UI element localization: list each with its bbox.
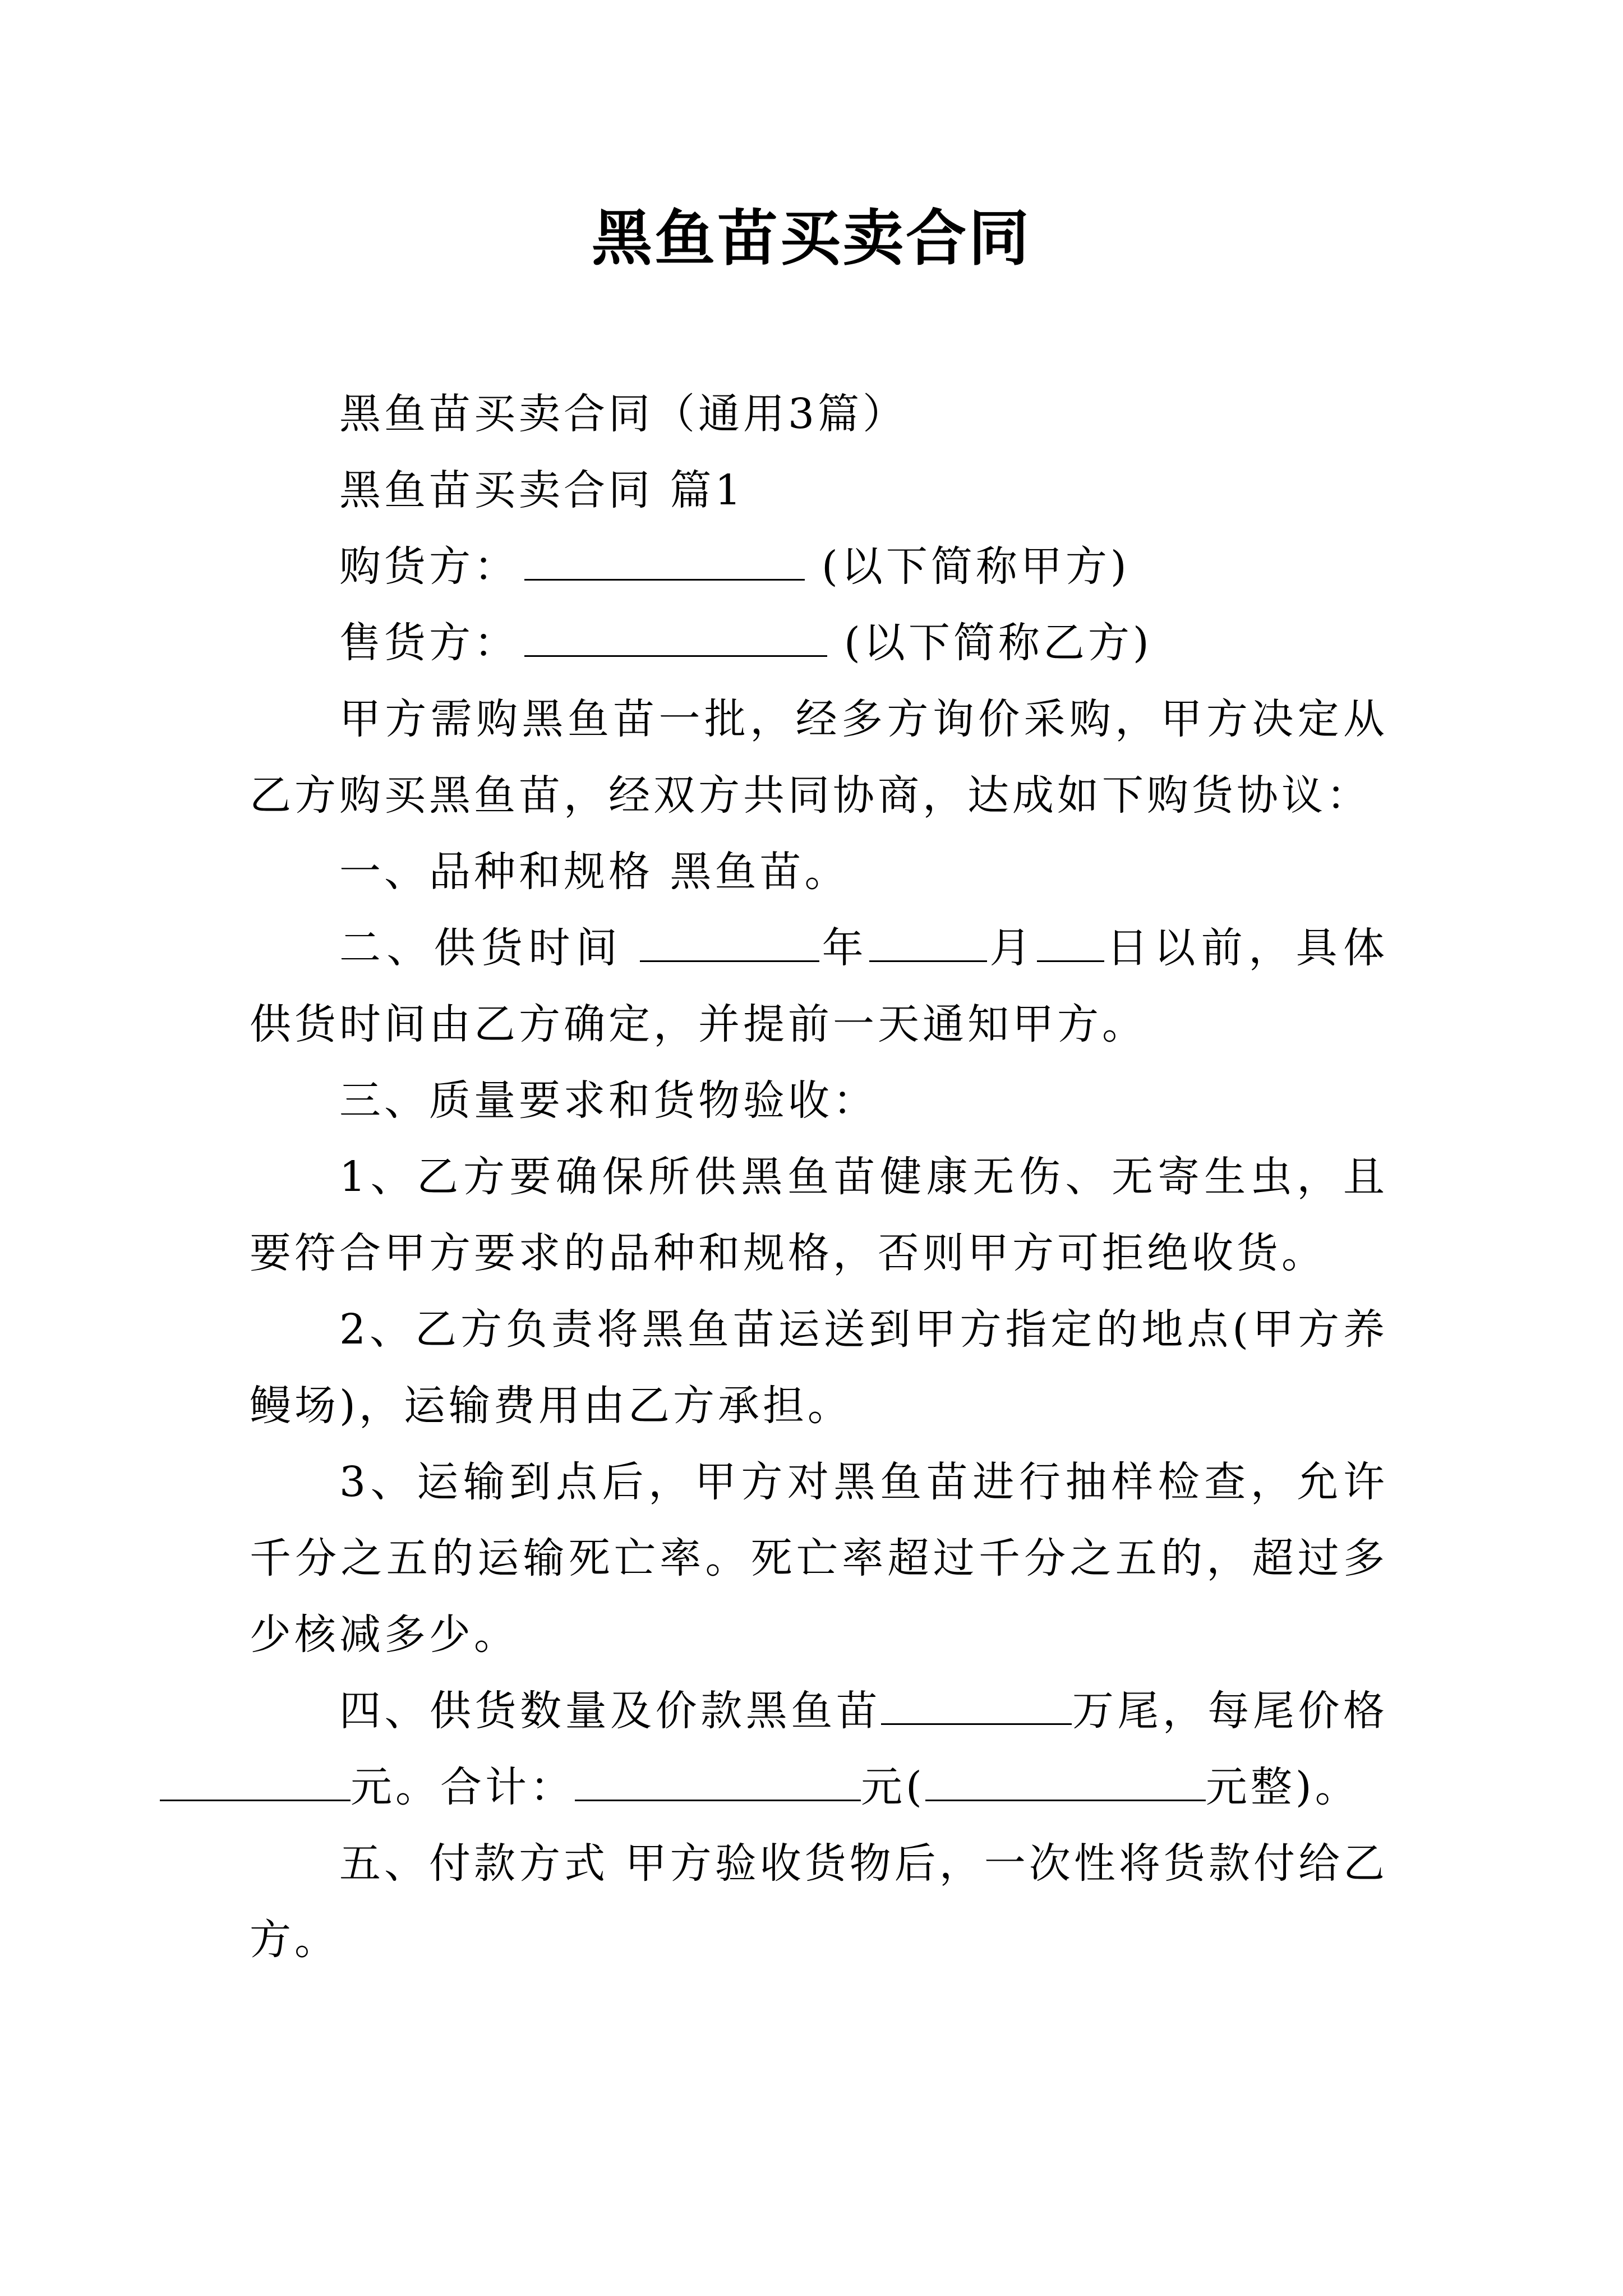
- section-heading: 黑鱼苗买卖合同 篇1: [339, 466, 745, 514]
- clause-3-item-2: 2、乙方负责将黑鱼苗运送到甲方指定的地点(甲方养鳗场)，运输费用由乙方承担。: [250, 1305, 1388, 1430]
- intro-paragraph: 甲方需购黑鱼苗一批，经多方询价采购，甲方决定从乙方购买黑鱼苗，经双方共同协商，达成如下购货协议：: [250, 695, 1388, 820]
- seller-line: [250, 605, 1388, 681]
- seller-label: 售货方：: [339, 619, 519, 667]
- clause-4-tail: 元整)。: [1205, 1763, 1360, 1811]
- clause-2-rest: 日以前，具体供货时间由乙方确定，并提前一天通知甲方。: [250, 924, 1388, 1048]
- clause-4: [250, 1673, 1388, 1825]
- subtitle: 黑鱼苗买卖合同（通用3篇）: [339, 390, 908, 438]
- clause-4-yuan: 元。合计：: [351, 1763, 575, 1811]
- clause-1: 一、品种和规格 黑鱼苗。: [339, 848, 850, 896]
- seller-suffix: (以下简称乙方): [844, 619, 1152, 667]
- year-blank: [640, 927, 819, 962]
- month-label: 月: [987, 924, 1037, 972]
- day-blank: [1037, 927, 1104, 962]
- price-blank: [160, 1766, 351, 1801]
- month-blank: [869, 927, 987, 962]
- buyer-line: [250, 528, 1388, 605]
- year-label: 年: [819, 924, 869, 972]
- quantity-blank: [881, 1690, 1072, 1725]
- buyer-blank: [524, 545, 805, 581]
- buyer-label: 购货方：: [339, 542, 519, 591]
- buyer-suffix: (以下简称甲方): [822, 542, 1130, 591]
- document-body: [250, 376, 1388, 1978]
- clause-4-prefix: 四、供货数量及价款黑鱼苗: [339, 1687, 882, 1735]
- clause-3-heading: 三、质量要求和货物验收：: [339, 1076, 878, 1125]
- clause-4-yuan-paren: 元(: [861, 1763, 925, 1811]
- clause-3-item-1: 1、乙方要确保所供黑鱼苗健康无伤、无寄生虫，且要符合甲方要求的品种和规格，否则甲方可拒绝收货。: [250, 1153, 1388, 1277]
- clause-5: 五、付款方式 甲方验收货物后，一次性将货款付给乙方。: [250, 1839, 1388, 1964]
- clause-2-prefix: 二、供货时间: [339, 924, 624, 972]
- document-title: 黑鱼苗买卖合同: [591, 203, 1031, 274]
- total-blank: [575, 1766, 861, 1801]
- clause-2: [250, 910, 1388, 1062]
- clause-3-item-3: 3、运输到点后，甲方对黑鱼苗进行抽样检查，允许千分之五的运输死亡率。死亡率超过千分之五的，超过多少核减多少。: [250, 1458, 1388, 1659]
- clause-4-unit: 万尾，每尾价格: [1072, 1687, 1389, 1735]
- total-words-blank: [925, 1766, 1206, 1801]
- seller-blank: [524, 622, 827, 657]
